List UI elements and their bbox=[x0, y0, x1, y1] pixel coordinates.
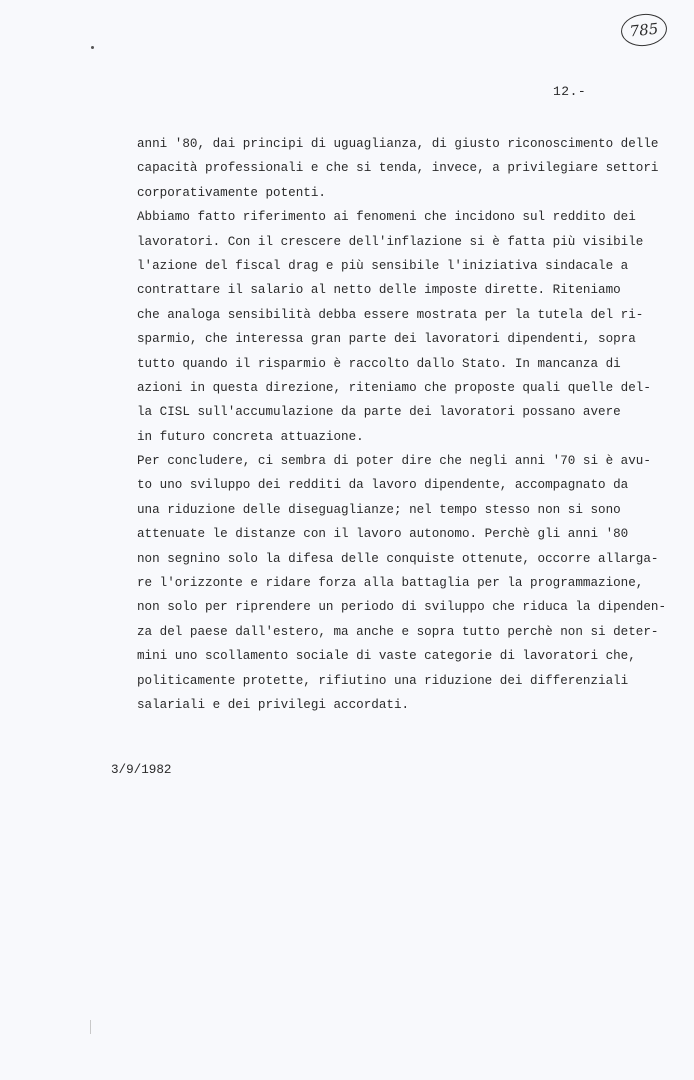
archive-number-stamp: 785 bbox=[619, 12, 668, 49]
text-line: corporativamente potenti. bbox=[137, 185, 326, 200]
text-line: una riduzione delle diseguaglianze; nel tempo stesso non si sono bbox=[137, 502, 621, 517]
text-line: tutto quando il risparmio è raccolto dallo Stato. In mancanza di bbox=[137, 356, 621, 371]
page-number: 12.- bbox=[553, 84, 587, 99]
text-line: contrattare il salario al netto delle imposte dirette. Riteniamo bbox=[137, 283, 621, 298]
scan-speck bbox=[91, 46, 94, 49]
text-line: politicamente protette, rifiutino una riduzione dei differenziali bbox=[137, 673, 629, 688]
text-line: lavoratori. Con il crescere dell'inflazione si è fatta più visibile bbox=[137, 234, 644, 249]
text-line: mini uno scollamento sociale di vaste categorie di lavoratori che, bbox=[137, 649, 636, 664]
text-line: che analoga sensibilità debba essere mostrata per la tutela del ri- bbox=[137, 307, 644, 322]
scan-edge-mark bbox=[90, 1020, 91, 1034]
text-line: non segnino solo la difesa delle conquiste ottenute, occorre allarga- bbox=[137, 551, 659, 566]
text-line: Per concludere, ci sembra di poter dire che negli anni '70 si è avu- bbox=[137, 454, 651, 469]
text-line: non solo per riprendere un periodo di sviluppo che riduca la dipenden- bbox=[137, 600, 667, 615]
text-line: in futuro concreta attuazione. bbox=[137, 429, 364, 444]
text-line: za del paese dall'estero, ma anche e sopra tutto perchè non si deter- bbox=[137, 624, 659, 639]
text-line: sparmio, che interessa gran parte dei lavoratori dipendenti, sopra bbox=[137, 332, 636, 347]
text-line: Abbiamo fatto riferimento ai fenomeni che incidono sul reddito dei bbox=[137, 210, 636, 225]
text-line: l'azione del fiscal drag e più sensibile l'iniziativa sindacale a bbox=[137, 258, 629, 273]
text-line: capacità professionali e che si tenda, invece, a privilegiare settori bbox=[137, 161, 659, 176]
text-line: attenuate le distanze con il lavoro autonomo. Perchè gli anni '80 bbox=[137, 527, 629, 542]
text-line: la CISL sull'accumulazione da parte dei lavoratori possano avere bbox=[137, 405, 621, 420]
text-line: to uno sviluppo dei redditi da lavoro dipendente, accompagnato da bbox=[137, 478, 629, 493]
body-text bbox=[137, 132, 667, 717]
text-line: re l'orizzonte e ridare forza alla battaglia per la programmazione, bbox=[137, 576, 644, 591]
document-date: 3/9/1982 bbox=[111, 763, 172, 777]
text-line: salariali e dei privilegi accordati. bbox=[137, 697, 410, 712]
text-line: anni '80, dai principi di uguaglianza, di giusto riconoscimento delle bbox=[137, 137, 659, 151]
text-line: azioni in questa direzione, riteniamo che proposte quali quelle del- bbox=[137, 380, 651, 395]
